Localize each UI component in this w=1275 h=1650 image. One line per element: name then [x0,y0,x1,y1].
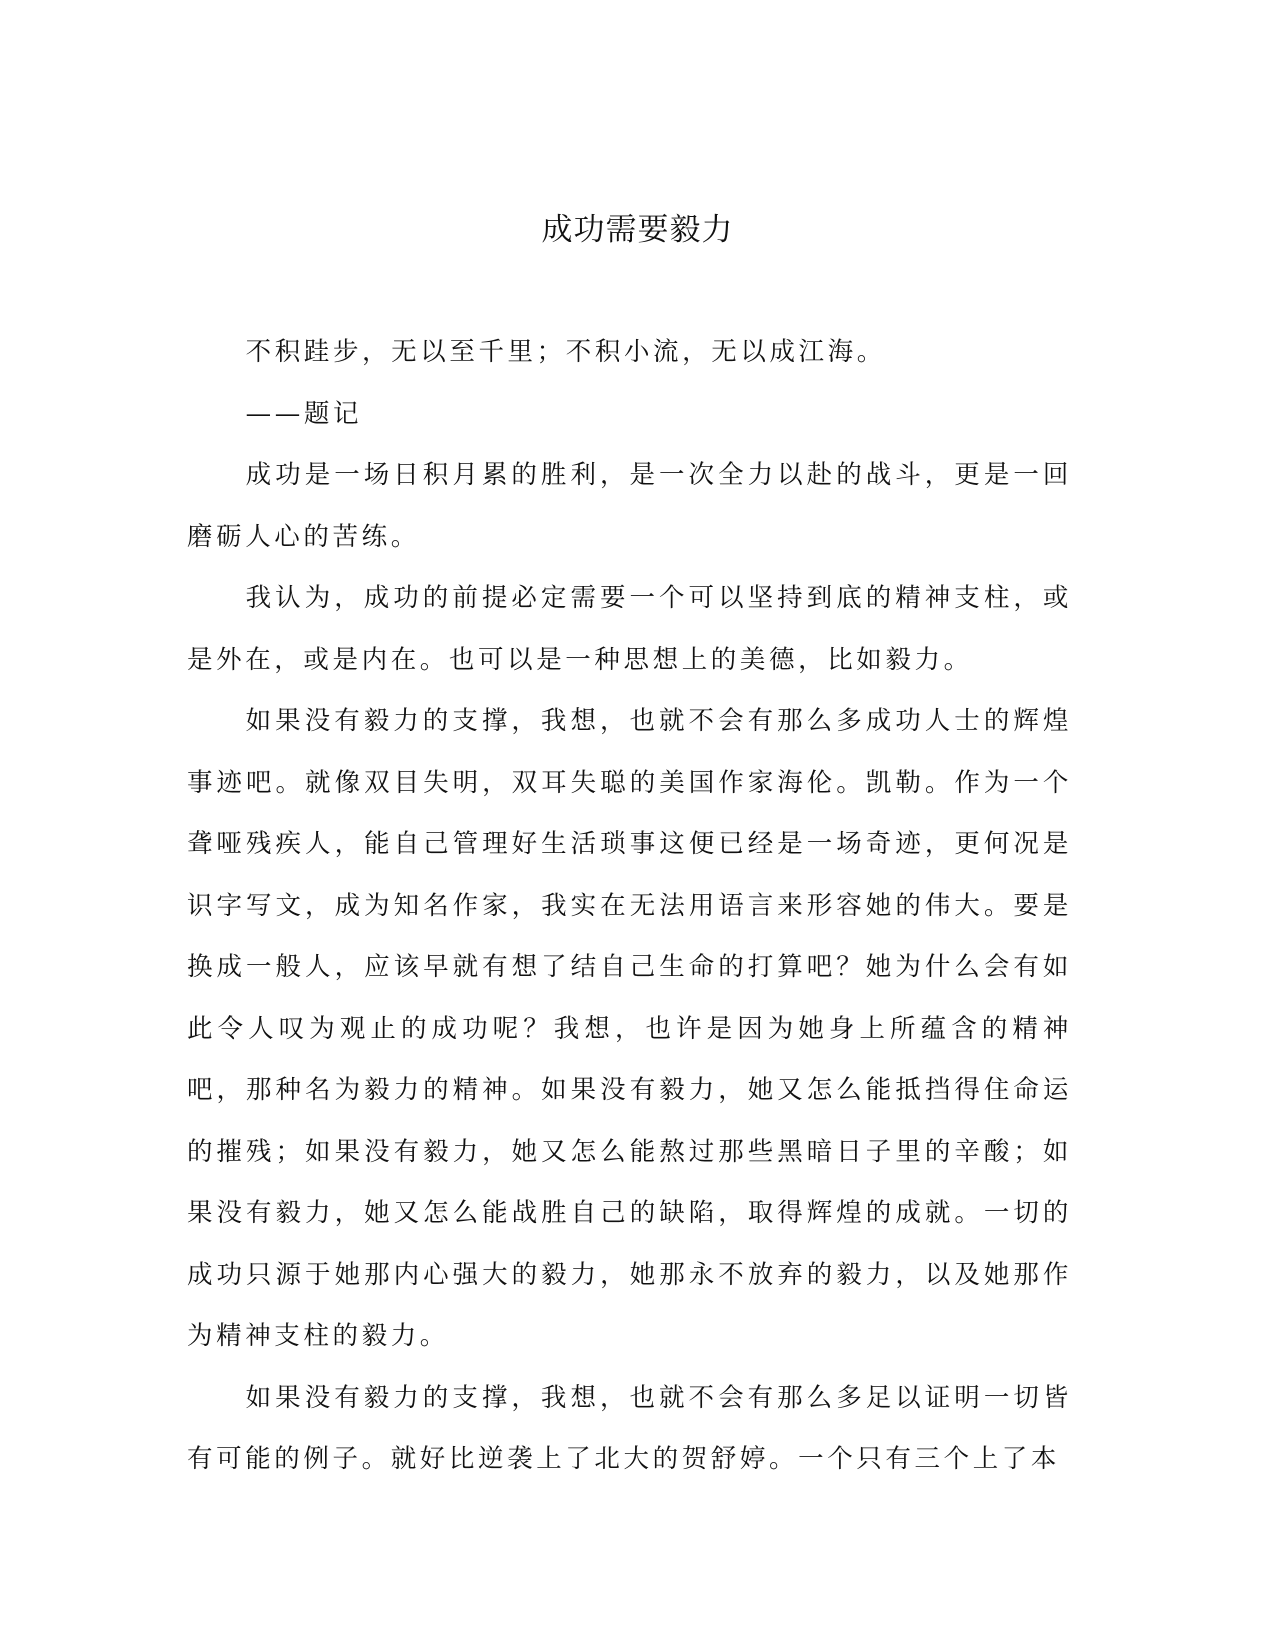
document-body [187,322,1072,1491]
body-paragraph: 如果没有毅力的支撑，我想，也就不会有那么多足以证明一切皆有可能的例子。就好比逆袭上了北大的贺舒婷。一个只有三个上了本 [187,1382,1072,1474]
body-paragraph: 如果没有毅力的支撑，我想，也就不会有那么多成功人士的辉煌事迹吧。就像双目失明，双耳失聪的美国作家海伦。凯勒。作为一个聋哑残疾人，能自己管理好生活琐事这便已经是一场奇迹，更何况是识字写文，成为知名作家，我实在无法用语言来形容她的伟大。要是换成一般人，应该早就有想了结自己生命的打算吧？她为什么会有如此令人叹为观止的成功呢？我想，也许是因为她身上所蕴含的精神吧，那种名为毅力的精神。如果没有毅力，她又怎么能抵挡得住命运的摧残；如果没有毅力，她又怎么能熬过那些黑暗日子里的辛酸；如果没有毅力，她又怎么能战胜自己的缺陷，取得辉煌的成就。一切的成功只源于她那内心强大的毅力，她那永不放弃的毅力，以及她那作为精神支柱的毅力。 [187,706,1072,1351]
epigraph-label: ——题记 [245,398,363,429]
document-title: 成功需要毅力 [541,212,734,248]
epigraph-quote: 不积跬步，无以至千里；不积小流，无以成江海。 [245,337,886,367]
body-paragraph: 我认为，成功的前提必定需要一个可以坚持到底的精神支柱，或是外在，或是内在。也可以是一种思想上的美德，比如毅力。 [187,583,1072,675]
body-paragraph: 成功是一场日积月累的胜利，是一次全力以赴的战斗，更是一回磨砺人心的苦练。 [187,460,1072,552]
